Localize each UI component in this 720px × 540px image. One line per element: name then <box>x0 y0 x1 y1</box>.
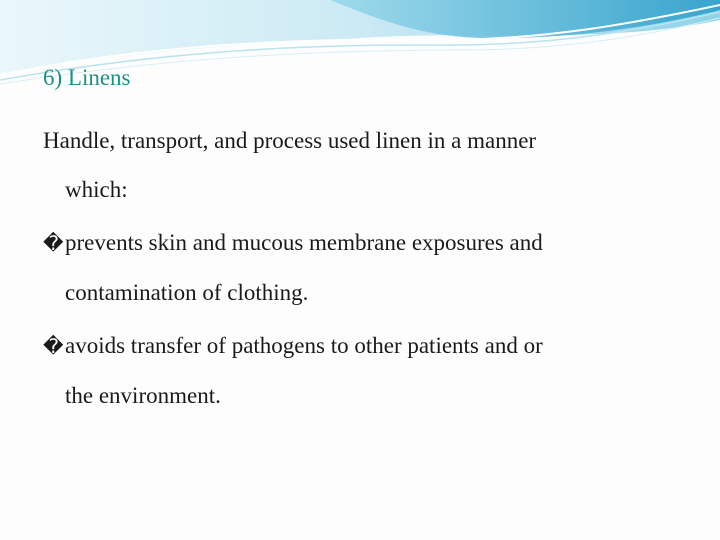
bullet-1-line-1: prevents skin and mucous membrane exposures and <box>65 230 543 255</box>
bullet-item-1 <box>43 218 703 268</box>
bullet-box-icon: � <box>43 231 64 255</box>
intro-line-1: Handle, transport, and process used linen in a manner <box>43 128 537 153</box>
intro-paragraph <box>43 116 703 420</box>
bullet-item-2 <box>43 321 703 371</box>
slide-content <box>43 62 703 420</box>
bullet-2-line-2: the environment. <box>65 383 221 408</box>
bullet-2-line-1: avoids transfer of pathogens to other patients and or <box>65 333 543 358</box>
intro-line-2: which: <box>65 177 128 202</box>
bullet-1-line-2: contamination of clothing. <box>65 280 309 305</box>
slide-title: 6) Linens <box>43 65 131 90</box>
bullet-box-icon: � <box>43 334 64 358</box>
